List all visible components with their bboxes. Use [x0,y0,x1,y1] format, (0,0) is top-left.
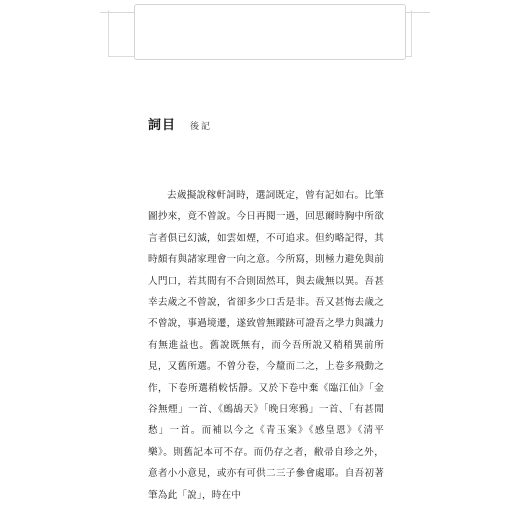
section-title: 詞目 [148,118,177,133]
body-paragraph: 去歲擬說稼軒詞時，選詞既定，曾有記如右。比筆圖抄來，竟不曾說。今日再閱一過，回思爾時胸中所欲言者俱已幻滅，如雲如煙，不可追求。但約略記得，其時頗有與諸家理會一向之意。今所寫，則極力避免與前人門口，若其間有不合則固然耳，與去歲無以異。吾甚幸去歲之不曾說，省卻多少口舌是非。吾又甚悔去歲之不曾說，事過境遷，遂致曾無蹤跡可證吾之學力與識力有無進益也。舊說既無有，而今吾所說又稍稍異前所見，又舊所選。不曾分卷，今釐而二之，上卷多飛動之作，下卷所選稍較恬靜。又於下卷中棄《臨江仙》「金谷無煙」一首、《鷓鴣天》「晚日寒鴉」一首、「有甚閒愁」一首。而補以今之《青玉案》《感皇恩》《清平樂》。則舊記本可不存。而仍存之者，敝帚自珍之外，意者小小意見，或亦有可供二三子參會處耶。自吾初著筆為此「說」，時在中 [148,190,384,501]
section-subtitle: 後記 [190,122,213,132]
page-frame-inner [134,4,406,60]
section-heading [148,114,212,133]
